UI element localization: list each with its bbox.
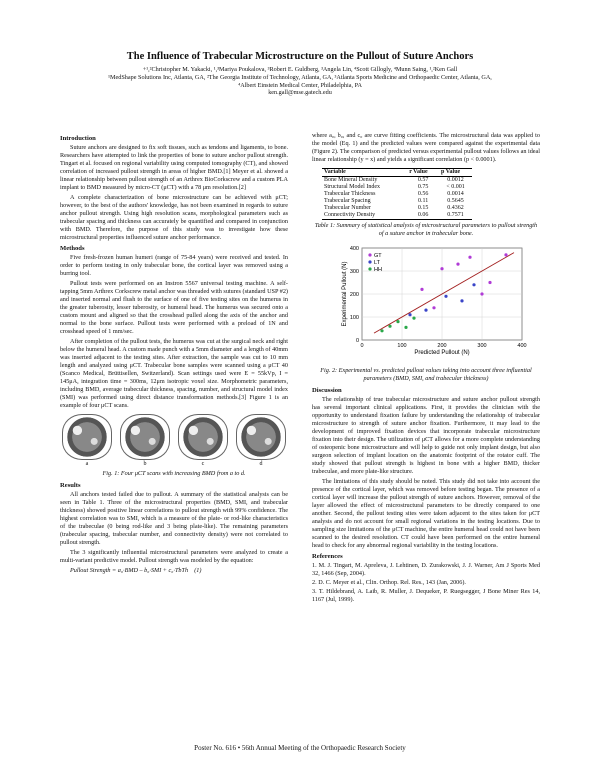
data-point-lt	[424, 309, 427, 312]
equation-text: Pullout Strength = a₀·BMD – b₀·SMI + c₀·TbTh	[70, 567, 189, 574]
y-axis-label: Experimental Pullout (N)	[342, 261, 348, 327]
legend-marker-hh	[368, 267, 371, 270]
table-cell: < 0.001	[446, 184, 465, 190]
x-axis-label: Predicted Pullout (N)	[414, 350, 470, 356]
scatter-plot	[312, 242, 540, 362]
figure-2-caption: Fig. 2: Experimental vs. predicted pullout values taking into account three influential parameters (BMD, SMI, and trabecular thickness)	[320, 367, 532, 382]
results-heading: Results	[60, 482, 81, 489]
legend-label-hh: HH	[374, 267, 382, 273]
data-point-lt	[472, 283, 475, 286]
figure-2-chart	[312, 242, 540, 365]
x-tick-label: 0	[360, 343, 364, 349]
affiliation-line-1: ¹MedShape Solutions Inc, Atlanta, GA, ²The Georgia Institute of Technology, Atlanta, GA, ³Atlanta Sports Medicine and Orthopaedic Center, Atlanta, GA,	[108, 73, 492, 81]
table-row	[322, 191, 472, 198]
table-row	[322, 212, 472, 220]
table-cell: 0.75	[417, 184, 429, 190]
scan-a	[62, 414, 112, 468]
discussion-paragraph: The limitations of this study should be noted. This study did not take into account the presence of the cortical layer, which was removed before testing began. The presence of a cortical layer will increase the pullout strength of suture anchors. However, removal of the layer allowed the effect of microstructural parameters to be directly compared to one another. Second, the pullout testing sites were taken adjacent to the sites taken for μCT analysis and do not account for small regional variations in the testing locations. Due to sampling size limitations of the μCT machine, the entire humeral head could not have been scanned to the desired resolution. CT could have been performed on the entire humeral head to check for any abnormal regional variability in the testing locations.	[312, 478, 540, 549]
data-point-gt	[468, 256, 471, 259]
table-cell: 0.0012	[447, 177, 464, 183]
data-point-gt	[440, 267, 443, 270]
methods-heading: Methods	[60, 245, 85, 252]
ct-scan-image	[62, 414, 112, 460]
introduction-paragraph: Suture anchors are designed to fix soft tissues, such as tendons and ligaments, to bone. Researchers have attempted to link the properties of bone to suture anchor pullout strength. Tingart et al. focused on regional variability using computed tomography (CT), and showed correlation of increased pullout strength in areas of higher BMD.[1] Meyer et al. showed a linear relationship between pullout strength of an Arthrex BioCorkscrew and a custom PLA implant to BMD measured by micro-CT (μCT) with a 78 μm resolution.[2]	[60, 144, 288, 191]
table-cell: 0.15	[417, 205, 429, 211]
data-point-hh	[388, 325, 391, 328]
references-heading: References	[312, 553, 343, 560]
x-tick-label: 200	[437, 343, 447, 349]
discussion-paragraph: The relationship of true trabecular microstructure and suture anchor pullout strength has several important clinical applications. First, it provides the clinician with the opportunity to understand fixation failure by understanding the relationship of trabecular microstructure to strength of suture anchor fixation. Furthermore, it may lead to the development of improved fixation devices that incorporate trabecular microstructure fixation into their design. The utilization of μCT allows for a more complete understanding of osteopenic bone microstructure and will help to guide not only implant design, but also surgeon selection of implant location on the anatomic footprint of the rotator cuff. The study showed that pullout strength is highest in bone with a higher BMD, thicker trabeculae, and more plate-like structure.	[312, 396, 540, 475]
right-column	[312, 132, 540, 605]
reference-list	[312, 562, 540, 604]
table-cell: Connectivity Density	[324, 212, 376, 218]
table-header: Variable	[324, 169, 346, 175]
data-point-gt	[504, 253, 507, 256]
equation-1	[70, 567, 288, 575]
y-tick-label: 400	[349, 246, 359, 252]
affiliation-line-2: ⁴Albert Einstein Medical Center, Philadelphia, PA	[238, 81, 362, 89]
legend-marker-gt	[368, 253, 371, 256]
figure-1-scans	[60, 414, 288, 468]
scan-label: c	[201, 461, 205, 467]
scan-d	[236, 414, 286, 468]
data-point-gt	[456, 263, 459, 266]
ct-scan-image	[236, 414, 286, 460]
results-paragraph: The 3 significantly influential microstructural parameters were analyzed to create a multi-variant predictive model. Pullout strength was modeled by the equation:	[60, 549, 288, 564]
scan-b	[120, 414, 170, 468]
table-header: p Value	[441, 169, 461, 175]
data-point-hh	[380, 329, 383, 332]
data-point-hh	[404, 326, 407, 329]
scan-c	[178, 414, 228, 468]
paper-title: The Influence of Trabecular Microstructure on the Pullout of Suture Anchors	[126, 51, 474, 62]
table-header-row	[322, 169, 472, 177]
table-row	[322, 184, 472, 191]
poster-footer: Poster No. 616 • 56th Annual Meeting of the Orthopaedic Research Society	[194, 744, 406, 752]
x-tick-label: 300	[477, 343, 487, 349]
ct-scan-image	[120, 414, 170, 460]
table-cell: 0.06	[417, 212, 429, 218]
data-point-hh	[412, 317, 415, 320]
ct-scan-image	[178, 414, 228, 460]
scan-label: a	[85, 461, 89, 467]
contact-email: ken.gall@mse.gatech.edu	[268, 89, 332, 97]
data-point-lt	[408, 313, 411, 316]
reference-item: 1. M. J. Tingart, M. Apreleva, J. Lehtinen, D. Zurakowski, J. J. Warner, Am J Sports Med 32, 1466 (Sep, 2004).	[312, 562, 540, 577]
table-cell: 0.4362	[447, 205, 464, 211]
reference-item: 2. D. C. Meyer et al., Clin. Orthop. Rel. Res., 143 (Jan, 2006).	[312, 579, 466, 586]
table-row	[322, 177, 472, 185]
legend-label-gt: GT	[374, 253, 382, 259]
table-cell: Bone Mineral Density	[324, 177, 378, 183]
data-point-lt	[444, 295, 447, 298]
table-cell: Trabecular Number	[324, 205, 371, 211]
table-cell: 0.7571	[447, 212, 464, 218]
reference-item: 3. T. Hildebrand, A. Laib, R. Muller, J. Dequeker, P. Ruegsegger, J Bone Miner Res 14, 1167 (Jul, 1999).	[312, 588, 540, 603]
results-paragraph: All anchors tested failed due to pullout. A summary of the statistical analysis can be seen in Table 1. Three of the microstructural properties (BMD, SMI, and trabecular thickness) showed positive linear correlations to pullout strength with 99% confidence. The highest correlation was to SMI, which is a measure of the plate- or rod-like characteristics of the trabeculae (0 being rod-like and 3 being plate-like). The remaining parameters (trabecular spacing, trabecular number, and connectivity density) were not correlated to pullout strength.	[60, 491, 288, 546]
table-cell: 0.0014	[447, 191, 464, 197]
table-header: r Value	[409, 169, 428, 175]
table-row	[322, 205, 472, 212]
discussion-heading: Discussion	[312, 387, 342, 394]
table-cell: Trabecular Spacing	[324, 198, 371, 204]
table-cell: Structural Model Index	[324, 184, 380, 190]
legend-marker-lt	[368, 260, 371, 263]
legend-label-lt: LT	[374, 260, 381, 266]
table-cell: 0.57	[417, 177, 429, 183]
table-cell: 0.56	[417, 191, 429, 197]
methods-paragraph: Pullout tests were performed on an Instron 5567 universal testing machine. A self-tapping 5mm Arthrex Corkscrew metal anchor was threaded with sutures (standard USP #2) and inserted normal and flush to the surface of one of five testing sites on the humerus in the greater tuberosity, lesser tuberosity, or humeral head. The humerus was secured onto a custom mount and aligned so that the crosshead pulled along the axis of the anchor and normal to the bone surface. Pullout tests were performed with a preload of 1N and crosshead speed of 1 mm/sec.	[60, 280, 288, 335]
data-point-lt	[460, 299, 463, 302]
y-tick-label: 200	[349, 292, 359, 298]
introduction-paragraph: A complete characterization of bone microstructure can be achieved with μCT; however, to the best of the authors' knowledge, has not been examined in regards to suture anchor pullout strength. Using high resolution scans, morphological parameters such as trabecular spacing and thickness can accurately be quantified and compared in conjunction with BMD. Therefore, the purpose of this study was to investigate how these microstructural properties influenced suture anchor performance.	[60, 194, 288, 241]
figure-1-caption: Fig. 1: Four μCT scans with increasing BMD from a to d.	[102, 470, 246, 477]
table-1-caption: Table 1: Summary of statistical analysis of microstructural parameters to pullout strength of a suture anchor in trabecular bone.	[314, 222, 538, 237]
methods-paragraph: After completion of the pullout tests, the humerus was cut at the surgical neck and right below the humeral head. A custom made punch with a 5mm diameter and a length of 40mm was inserted adjacent to the testing sites. After extraction, the sample was cut to 10 mm length and analyzed using μCT. Trabecular bone samples were scanned using a μCT 40 (Scanco Medical, Brüttisellen, Switzerland). Scan settings used were E = 55kVp, I = 145μA, integration time = 300ms, 12μm isotropic voxel size. Morphometric parameters, including BMD, average trabecular thickness, spacing, number, and structural model index (SMI) was performed using direct distance transformation methods.[3] Figure 1 is an example of four μCT scans.	[60, 338, 288, 409]
results-paragraph: where a₀, b₀, and c₀ are curve fitting coefficients. The microstructural data was applied to the model (Eq. 1) and the predicted values were compared against the experimental data (Figure 2). The comparison of predicted versus experimental pullout values follows an ideal linear relationship (y = x) and yields a significant correlation (p < 0.0001).	[312, 132, 540, 163]
y-tick-label: 100	[349, 315, 359, 321]
x-tick-label: 400	[517, 343, 527, 349]
data-point-gt	[432, 306, 435, 309]
equation-number: (1)	[194, 567, 202, 574]
methods-paragraph: Five fresh-frozen human humeri (range of 75-84 years) were received and tested. In order to perform testing in only trabecular bone, the cortical layer was removed using a burring tool.	[60, 254, 288, 277]
table-1	[322, 168, 472, 220]
introduction-heading: Introduction	[60, 135, 96, 142]
left-column	[60, 132, 288, 577]
data-point-gt	[488, 281, 491, 284]
table-cell: 0.5645	[447, 198, 464, 204]
y-tick-label: 300	[349, 269, 359, 275]
data-point-hh	[396, 320, 399, 323]
author-block	[60, 66, 540, 97]
scan-label: d	[259, 461, 263, 467]
data-point-gt	[420, 288, 423, 291]
y-tick-label: 0	[355, 338, 359, 344]
table-cell: 0.11	[417, 198, 429, 204]
data-point-gt	[480, 292, 483, 295]
author-list: +¹,²Christopher M. Yakacki, ¹,³Mariya Poukalova, ³Robert E. Guldberg, ³Angela Lin, ⁴Scott Gillogly, ⁴Munn Saing, ¹,²Ken Gall	[142, 66, 458, 73]
x-tick-label: 100	[397, 343, 407, 349]
table-row	[322, 198, 472, 205]
scan-label: b	[143, 461, 147, 467]
table-cell: Trabecular Thickness	[324, 191, 376, 197]
